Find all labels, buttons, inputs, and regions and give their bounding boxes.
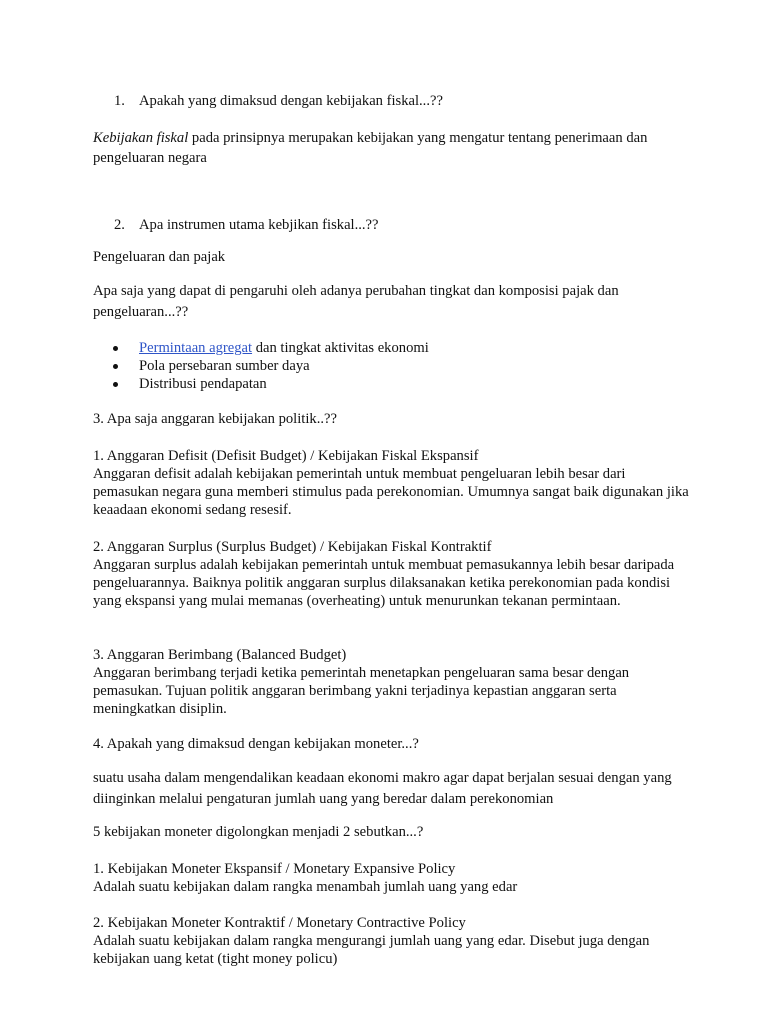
budget-item-balanced: [93, 646, 693, 718]
bullet-dot-icon: [113, 364, 118, 369]
answer-2: Pengeluaran dan pajak: [93, 249, 226, 265]
list-item: [93, 357, 693, 375]
question-1-text: Apakah yang dimaksud dengan kebijakan fiskal...??: [139, 93, 443, 109]
monetary-item-title: 1. Kebijakan Moneter Ekspansif / Monetary Expansive Policy: [93, 861, 456, 877]
budget-item-title: 1. Anggaran Defisit (Defisit Budget) / Kebijakan Fiskal Ekspansif: [93, 448, 479, 464]
bullet-dot-icon: [113, 346, 118, 351]
answer-1-text: pada prinsipnya merupakan kebijakan yang mengatur tentang penerimaan dan pengeluaran negara: [93, 130, 648, 166]
question-5: 5 kebijakan moneter digolongkan menjadi 2 sebutkan...?: [93, 824, 424, 840]
budget-item-title: 3. Anggaran Berimbang (Balanced Budget): [93, 647, 347, 663]
budget-item-text: Anggaran defisit adalah kebijakan pemerintah untuk membuat pengeluaran lebih besar dari pemasukan negara guna memberi stimulus pada perekonomian. Umumnya sangat baik digunakan jika keaadaan ekonomi sedang resesif.: [93, 466, 689, 518]
list-item-text: Pola persebaran sumber daya: [139, 358, 310, 374]
permintaan-agregat-link[interactable]: Permintaan agregat: [139, 340, 253, 356]
budget-item-title: 2. Anggaran Surplus (Surplus Budget) / Kebijakan Fiskal Kontraktif: [93, 539, 492, 555]
question-4: 4. Apakah yang dimaksud dengan kebijakan moneter...?: [93, 736, 419, 752]
budget-item-text: Anggaran berimbang terjadi ketika pemerintah menetapkan pengeluaran sama besar dengan pemasukan. Tujuan politik anggaran berimbang yakni terjadinya kepastian anggaran serta meningkatkan disiplin.: [93, 665, 630, 717]
monetary-item-text: Adalah suatu kebijakan dalam rangka mengurangi jumlah uang yang edar. Disebut juga dengan kebijakan uang ketat (tight money policu): [93, 933, 650, 967]
question-2-followup: Apa saja yang dapat di pengaruhi oleh adanya perubahan tingkat dan komposisi pajak dan pengeluaran...??: [93, 283, 619, 320]
monetary-item-title: 2. Kebijakan Moneter Kontraktif / Monetary Contractive Policy: [93, 915, 466, 931]
question-2-number: 2.: [114, 217, 125, 233]
question-2: [93, 216, 693, 234]
list-item-text: Distribusi pendapatan: [139, 376, 267, 392]
answer-1-term: Kebijakan fiskal: [93, 130, 189, 146]
list-item: [93, 375, 693, 393]
budget-item-text: Anggaran surplus adalah kebijakan pemerintah untuk membuat pemasukannya lebih besar daripada pengeluarannya. Baiknya politik anggaran surplus dilaksanakan ketika perekonomian pada kondisi yang ekspansi yang mulai memanas (overheating) untuk menurunkan tekanan permintaan.: [93, 557, 675, 609]
budget-item-surplus: [93, 538, 693, 610]
monetary-item-text: Adalah suatu kebijakan dalam rangka menambah jumlah uang yang edar: [93, 879, 518, 895]
question-2-text: Apa instrumen utama kebjikan fiskal...??: [139, 217, 379, 233]
monetary-item-contractive: [93, 914, 693, 968]
question-1: [93, 92, 693, 110]
list-item-text: dan tingkat aktivitas ekonomi: [252, 340, 429, 356]
answer-4: suatu usaha dalam mengendalikan keadaan ekonomi makro agar dapat berjalan sesuai dengan yang diinginkan melalui pengaturan jumlah uang yang beredar dalam perekonomian: [93, 770, 672, 807]
list-item: [93, 339, 693, 357]
question-1-number: 1.: [114, 93, 125, 109]
answer-1: [93, 128, 693, 168]
bullet-list: [93, 339, 693, 393]
question-3: 3. Apa saja anggaran kebijakan politik..??: [93, 411, 337, 427]
bullet-dot-icon: [113, 382, 118, 387]
monetary-item-expansive: [93, 860, 693, 896]
budget-item-deficit: [93, 447, 693, 519]
